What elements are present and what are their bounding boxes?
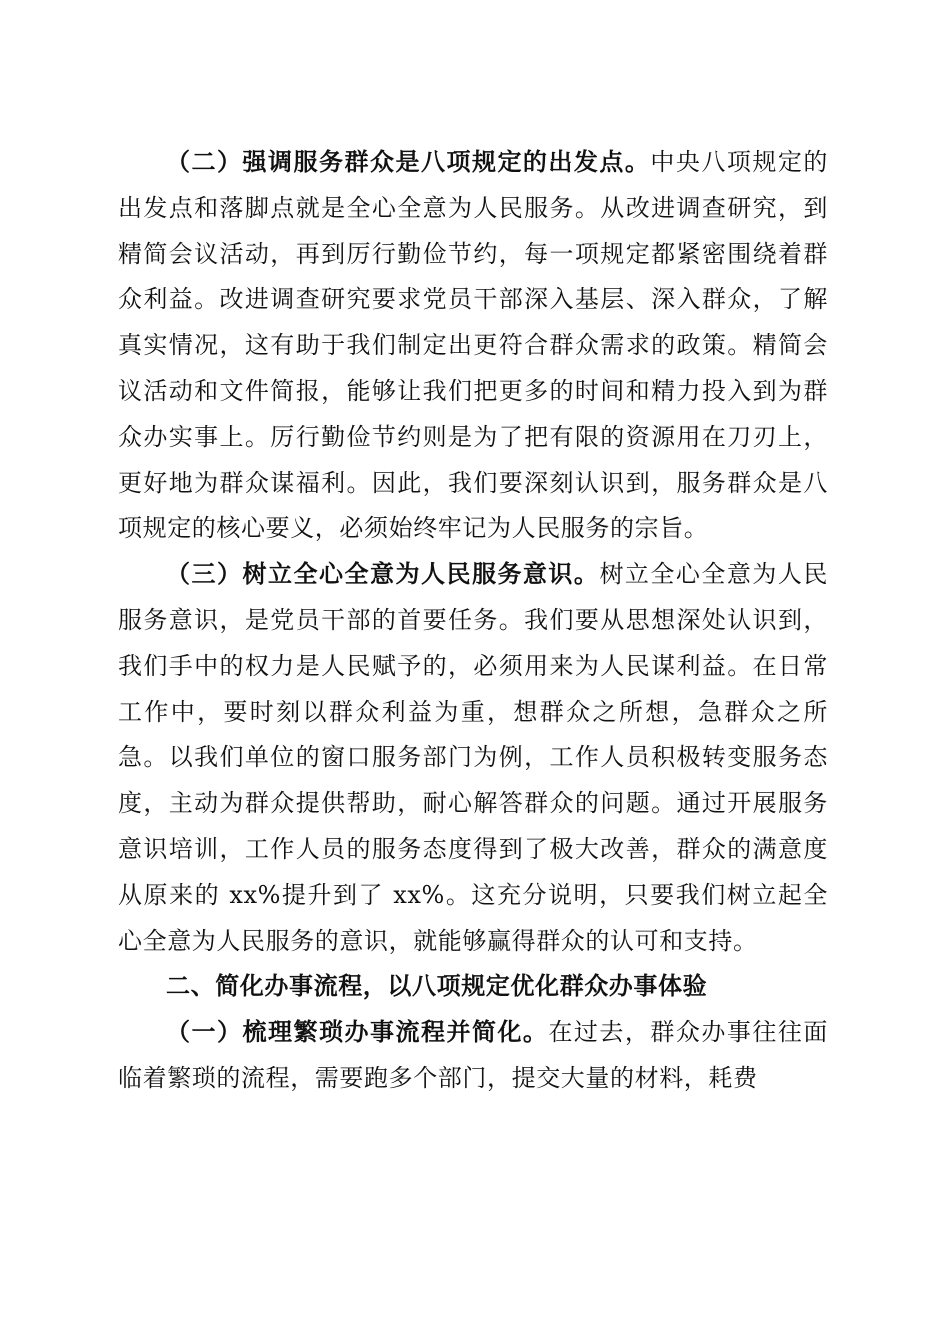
document-body (118, 140, 828, 1102)
paragraph-lead-heading: （一）梳理繁琐办事流程并简化。 (166, 1018, 549, 1047)
paragraph-service-awareness (118, 552, 828, 964)
paragraph-body-text: 在过去，群众办事往往面临着繁琐的流程，需要跑多个部门，提交大量的材料，耗费 (118, 1018, 828, 1092)
section-heading: 二、简化办事流程，以八项规定优化群众办事体验 (166, 972, 708, 1001)
paragraph-body-text: 树立全心全意为人民服务意识，是党员干部的首要任务。我们要从思想深处认识到，我们手中的权力是人民赋予的，必须用来为人民谋利益。在日常工作中，要时刻以群众利益为重，想群众之所想，急群众之所急。以我们单位的窗口服务部门为例，工作人员积极转变服务态度，主动为群众提供帮助，耐心解答群众的问题。通过开展服务意识培训，工作人员的服务态度得到了极大改善，群众的满意度从原来的 xx%提升到了 xx%。这充分说明，只要我们树立起全心全意为人民服务的意识，就能够赢得群众的认可和支持。 (118, 560, 829, 955)
paragraph-body-text: 中央八项规定的出发点和落脚点就是全心全意为人民服务。从改进调查研究，到精简会议活动，再到厉行勤俭节约，每一项规定都紧密围绕着群众利益。改进调查研究要求党员干部深入基层、深入群众，了解真实情况，这有助于我们制定出更符合群众需求的政策。精简会议活动和文件简报，能够让我们把更多的时间和精力投入到为群众办实事上。厉行勤俭节约则是为了把有限的资源用在刀刃上，更好地为群众谋福利。因此，我们要深刻认识到，服务群众是八项规定的核心要义，必须始终牢记为人民服务的宗旨。 (118, 148, 828, 543)
paragraph-lead-heading: （二）强调服务群众是八项规定的出发点。 (166, 148, 651, 176)
paragraph-serve-masses (118, 140, 828, 552)
paragraph-lead-heading: （三）树立全心全意为人民服务意识。 (166, 560, 600, 589)
paragraph-simplify-process (118, 1010, 828, 1102)
